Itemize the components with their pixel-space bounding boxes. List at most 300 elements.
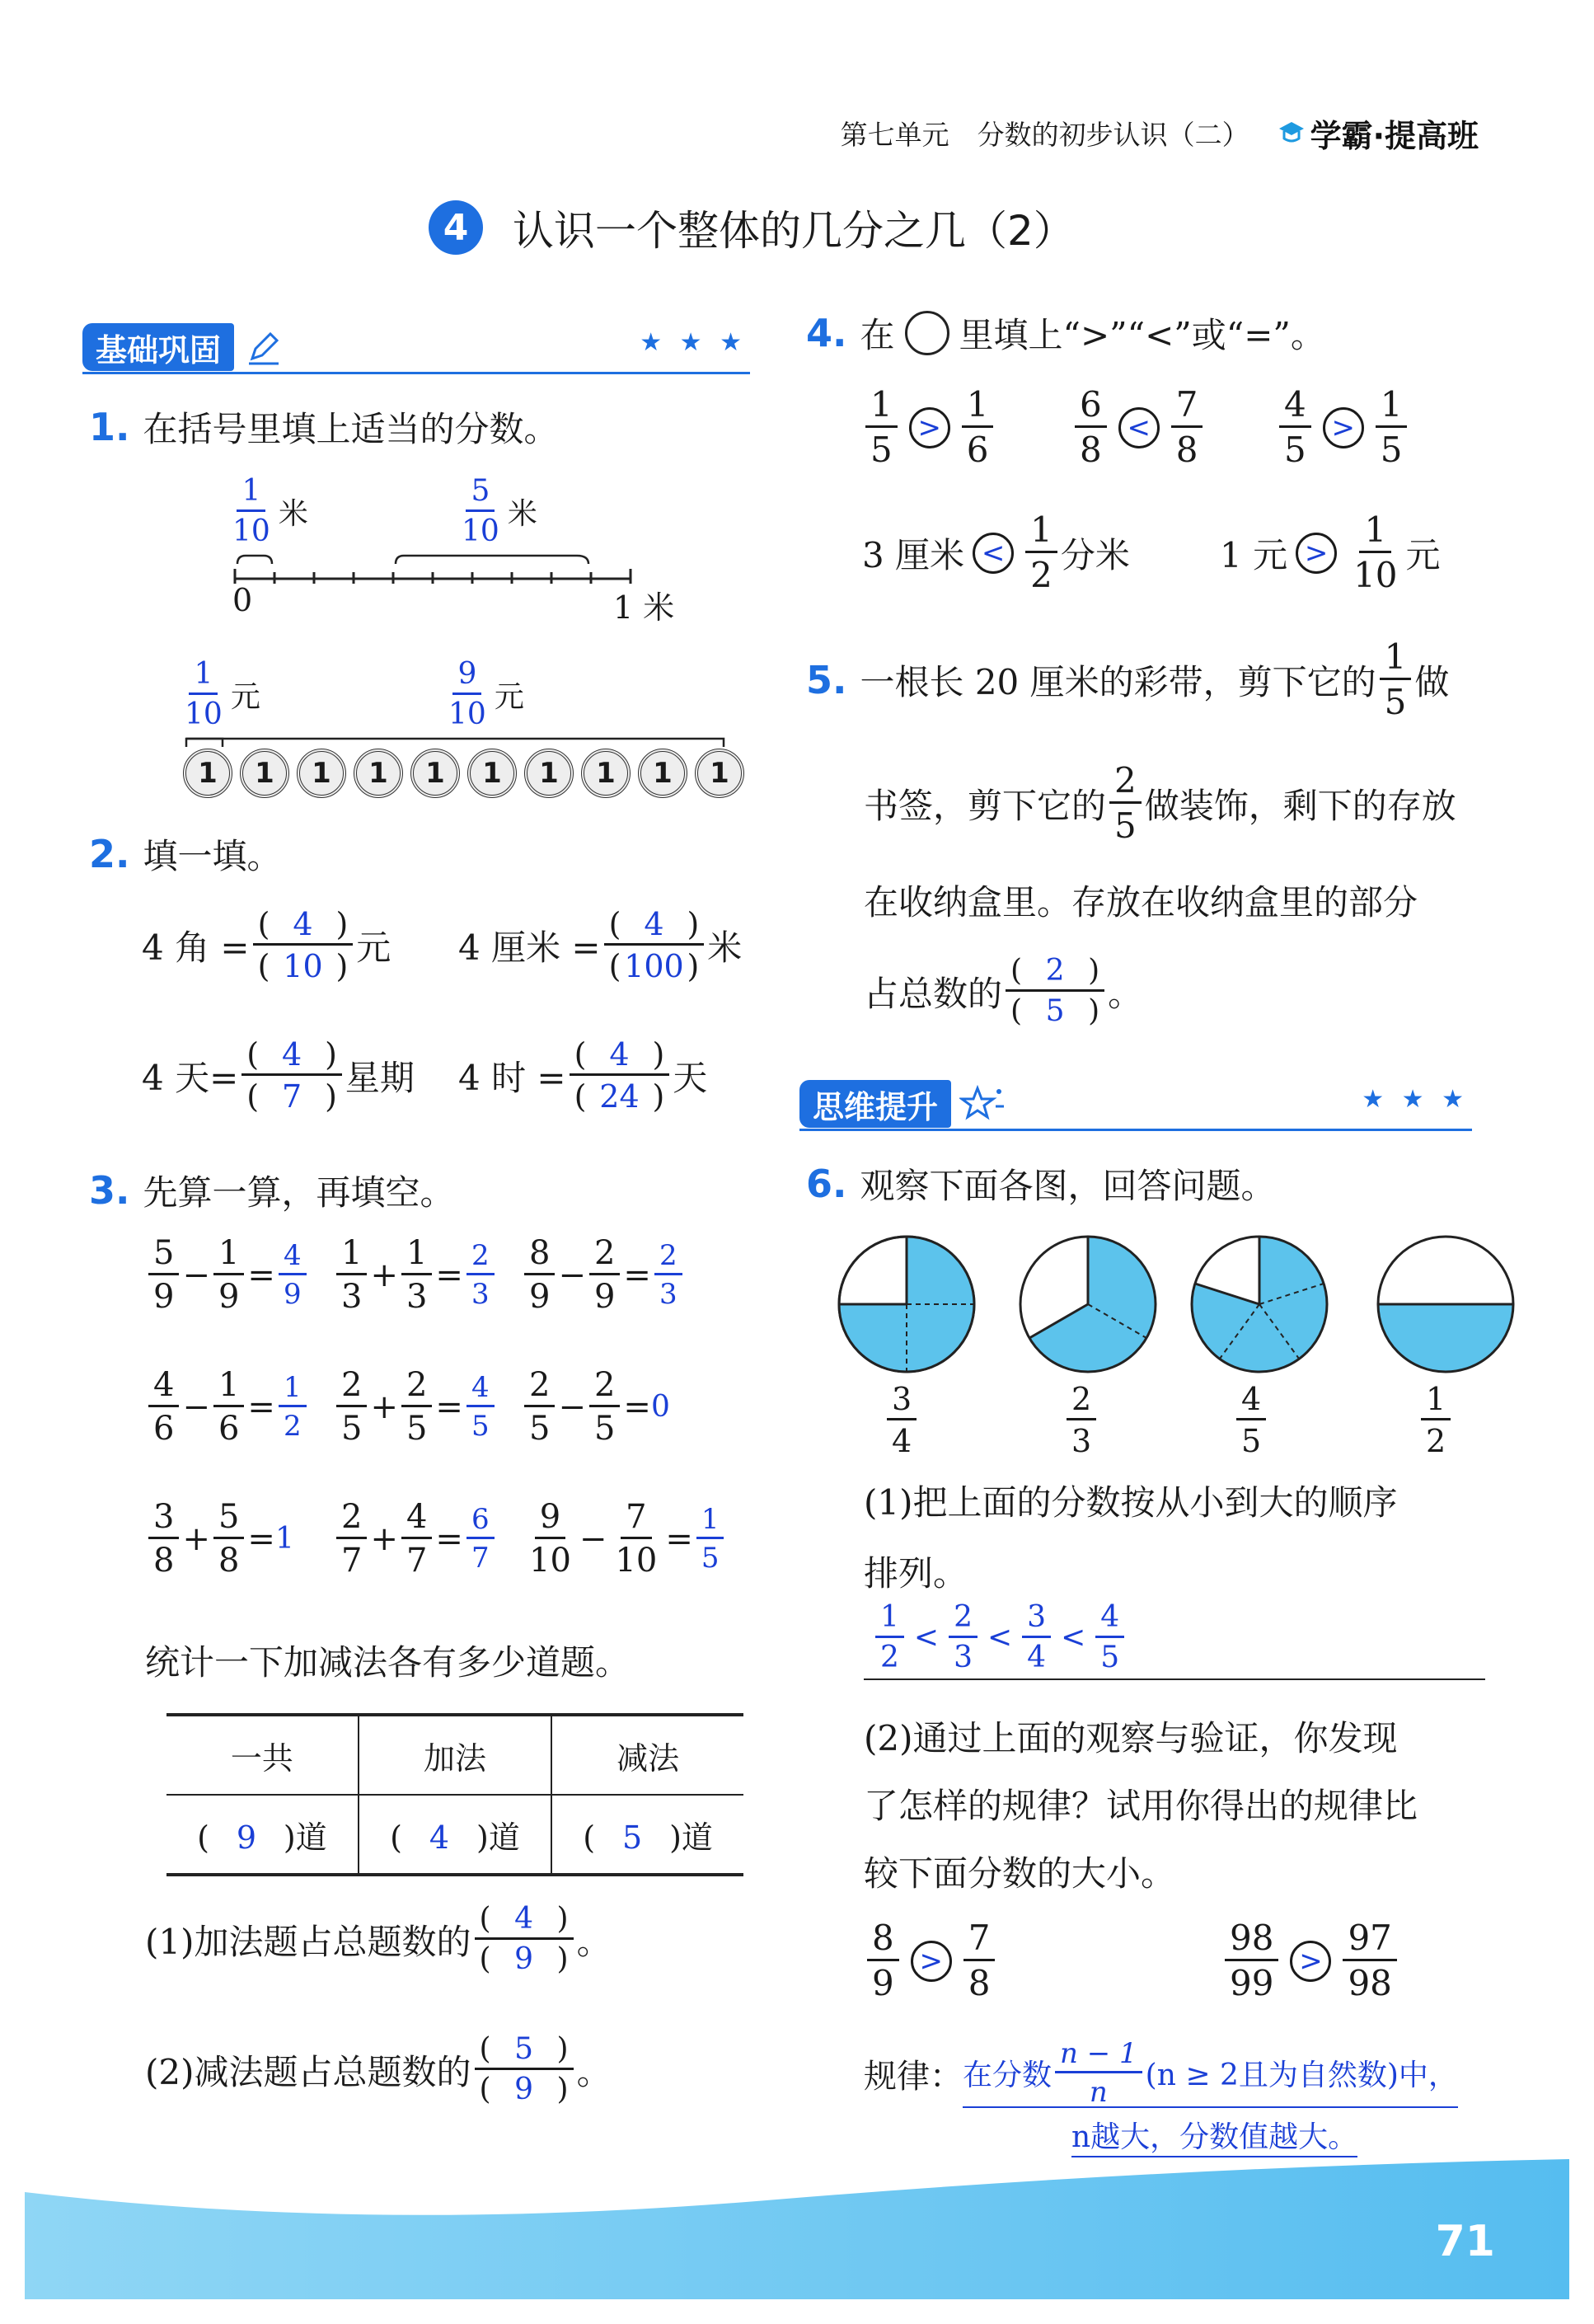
q1-coin-right-label — [440, 657, 524, 731]
less-than: < — [987, 1621, 1013, 1655]
rule-text-a: 在分数 — [963, 2059, 1053, 2092]
equation — [145, 1234, 310, 1316]
coin-icon: 1 — [354, 749, 403, 798]
operator: − — [182, 1387, 210, 1426]
answer-numerator: ( 2 ) — [1006, 956, 1104, 992]
fraction — [148, 1498, 179, 1580]
fraction-numerator: 8 — [867, 1921, 899, 1961]
answer-fraction — [241, 1036, 342, 1115]
fraction-numerator: 7 — [963, 1921, 996, 1961]
fraction-numerator: 6 — [1075, 387, 1107, 428]
lesson-title-text: 认识一个整体的几分之几（2） — [513, 207, 1075, 255]
fraction-denominator: 2 — [1426, 1423, 1446, 1459]
equation — [145, 1366, 310, 1448]
fraction — [949, 1600, 977, 1674]
q6-sub2-line2: 了怎样的规律？试用你得出的规律比 — [864, 1786, 1418, 1826]
answer-denominator: ( 24 ) — [574, 1078, 665, 1115]
fraction — [654, 1239, 682, 1311]
pie-fraction-label — [1418, 1383, 1454, 1457]
q1-coin-right-den: 10 — [448, 697, 486, 731]
fraction — [466, 1503, 495, 1575]
answer-numerator: ( 4 ) — [475, 1904, 574, 1940]
fraction-denominator: 99 — [1230, 1963, 1274, 2003]
q5-text: 做装饰，剩下的存放 — [1144, 785, 1456, 826]
equals-sign: = — [247, 1387, 275, 1426]
fraction — [213, 1498, 244, 1580]
compare-circle: > — [911, 1941, 952, 1982]
equals-sign: = — [623, 1256, 651, 1294]
fraction-denominator: 9 — [529, 1278, 551, 1316]
fraction-denominator: 2 — [880, 1641, 899, 1674]
fraction — [1095, 1600, 1124, 1674]
rule-answer-line2: n越大，分数值越大。 — [1071, 2114, 1357, 2157]
q4-unit: 元 — [1405, 534, 1441, 575]
fraction-denominator: 10 — [529, 1542, 571, 1580]
q1-coin-left-unit: 元 — [230, 680, 260, 714]
fraction-numerator: 1 — [1359, 513, 1391, 553]
answer-fraction — [604, 908, 705, 982]
fraction-numerator: 2 — [401, 1369, 432, 1407]
q3-stat-table — [166, 1713, 743, 1876]
operator: − — [558, 1256, 586, 1294]
fraction-numerator: 7 — [1171, 387, 1203, 428]
fraction-numerator: 1 — [279, 1373, 307, 1407]
fraction-denominator: 9 — [153, 1278, 175, 1316]
fraction-numerator: 1 — [336, 1237, 367, 1275]
rule-text-b: (n ≥ 2且为自然数)中， — [1145, 2059, 1458, 2092]
fraction — [466, 1371, 495, 1443]
table-value-total: 9 — [236, 1819, 256, 1856]
fraction-numerator: 1 — [962, 387, 994, 428]
equation — [333, 1498, 498, 1580]
equation — [333, 1234, 498, 1316]
operator: + — [370, 1519, 398, 1558]
equals-sign: = — [247, 1256, 275, 1294]
fraction — [867, 1918, 899, 2003]
q1-ruler-right-num: 5 — [466, 477, 495, 512]
fraction-numerator: 2 — [1109, 763, 1142, 804]
q4-text-a: 在 — [860, 315, 895, 355]
fraction-denominator: 9 — [593, 1278, 616, 1316]
fraction-denominator: 8 — [218, 1542, 240, 1580]
q1-ruler-diagram — [231, 544, 643, 594]
fraction-numerator: 2 — [336, 1500, 367, 1539]
q5-text: 一根长 20 厘米的彩带，剪下它的 — [860, 661, 1376, 702]
grad-cap-icon — [1278, 119, 1306, 147]
fraction-numerator: 1 — [401, 1237, 432, 1275]
q1-coin-row — [183, 749, 750, 798]
fraction-denominator: 4 — [1027, 1641, 1047, 1674]
fraction-denominator: 9 — [218, 1278, 240, 1316]
table-value-add: 4 — [429, 1819, 450, 1856]
q1-coin-left-num: 1 — [189, 660, 218, 695]
answer-numerator: ( 4 ) — [570, 1039, 670, 1076]
fraction — [1343, 1918, 1396, 2003]
q1-text: 在括号里填上适当的分数。 — [143, 409, 559, 449]
fraction-denominator: 8 — [1080, 430, 1102, 470]
q6-order-answer — [872, 1600, 1128, 1674]
fraction-denominator: 9 — [283, 1278, 302, 1311]
period: 。 — [576, 1921, 612, 1962]
table-header-add: 加法 — [359, 1715, 551, 1795]
q2-unit: 米 — [707, 927, 743, 968]
equation — [145, 1498, 294, 1580]
fraction-denominator: 5 — [701, 1542, 720, 1575]
difficulty-stars: ★ ★ ★ — [1362, 1085, 1469, 1114]
q3-number: 3. — [89, 1168, 130, 1213]
operator: + — [370, 1256, 398, 1294]
fraction-numerator: 1 — [1380, 640, 1412, 680]
fraction-denominator: 10 — [1353, 555, 1398, 595]
coin-icon: 1 — [240, 749, 289, 798]
fraction-numerator: 4 — [1279, 387, 1311, 428]
q3-sub1-text: (1)加法题占总题数的 — [145, 1921, 471, 1962]
fraction-numerator: 2 — [949, 1603, 977, 1638]
fraction-denominator: 5 — [1100, 1641, 1120, 1674]
q2-item-1 — [142, 908, 391, 982]
fraction — [875, 1600, 904, 1674]
chapter-label: 分数的初步认识（二） — [977, 118, 1249, 151]
equation — [521, 1498, 727, 1580]
fraction — [336, 1366, 367, 1448]
fraction-numerator: 1 — [865, 387, 898, 428]
banner-underline — [82, 372, 750, 374]
table-header-sub: 减法 — [551, 1715, 743, 1795]
fraction — [887, 1383, 917, 1457]
fraction — [1075, 384, 1107, 470]
q4-compare-item — [1071, 384, 1206, 470]
fraction — [1067, 1383, 1096, 1457]
rule-frac-num: n − 1 — [1055, 2040, 1142, 2073]
fraction — [865, 384, 898, 470]
answer-denominator: ( 7 ) — [246, 1078, 337, 1115]
fraction-numerator: 1 — [213, 1369, 244, 1407]
q2-item-2 — [458, 908, 742, 982]
fraction-denominator: 3 — [471, 1278, 490, 1311]
footer-wave — [25, 2143, 1569, 2299]
fraction-denominator: 3 — [406, 1278, 428, 1316]
q5-line-1 — [806, 636, 1450, 722]
q2-unit: 星期 — [345, 1057, 415, 1098]
pie-two-thirds — [1020, 1237, 1156, 1372]
fraction — [401, 1234, 432, 1316]
q2-prompt — [89, 829, 282, 879]
q1-ruler-right-unit: 米 — [507, 497, 537, 531]
fraction-denominator: 5 — [1114, 805, 1137, 846]
fraction-denominator: 8 — [153, 1542, 175, 1580]
q6-sub1-line2: 排列。 — [864, 1553, 968, 1594]
fraction — [589, 1234, 620, 1316]
q2-unit: 天 — [673, 1057, 708, 1098]
equals-sign: = — [623, 1387, 651, 1426]
fraction-numerator: 1 — [213, 1237, 244, 1275]
q4-unit: 分米 — [1060, 534, 1130, 575]
fraction — [1022, 1600, 1051, 1674]
answer-numerator: ( 4 ) — [604, 908, 705, 946]
q3-prompt — [89, 1166, 455, 1215]
fraction-denominator: 7 — [471, 1542, 490, 1575]
coin-icon: 1 — [638, 749, 687, 798]
fraction-numerator: 2 — [654, 1242, 682, 1275]
difficulty-stars: ★ ★ ★ — [640, 328, 747, 357]
q1-coin-right-unit: 元 — [494, 680, 524, 714]
fraction-numerator: 1 — [875, 1603, 904, 1638]
fraction-denominator: 5 — [529, 1410, 551, 1448]
fraction-denominator: 5 — [1380, 430, 1403, 470]
fraction — [279, 1239, 307, 1311]
compare-circle: < — [1118, 407, 1160, 448]
coin-icon: 1 — [183, 749, 232, 798]
table-cell-sub: ( 5 )道 — [551, 1795, 743, 1875]
q6-pie-diagrams — [832, 1233, 1525, 1382]
lesson-number-badge: 4 — [429, 200, 483, 255]
fraction — [962, 384, 994, 470]
pie-one-half — [1378, 1237, 1513, 1372]
fraction-denominator: 6 — [966, 430, 989, 470]
q4-compare-item — [1276, 384, 1410, 470]
q1-ruler-left-num: 1 — [237, 477, 265, 512]
table-cell-add: ( 4 )道 — [359, 1795, 551, 1875]
fraction-numerator: 97 — [1343, 1921, 1396, 1961]
answer-fraction — [1006, 956, 1104, 1026]
fraction — [336, 1234, 367, 1316]
fraction-numerator: 2 — [336, 1369, 367, 1407]
fraction — [148, 1366, 179, 1448]
q4-text-b: 里填上“>”“<”或“=”。 — [959, 315, 1325, 355]
fraction-denominator: 3 — [954, 1641, 973, 1674]
operator: + — [182, 1519, 210, 1558]
q6-sub2-line1: (2)通过上面的观察与验证，你发现 — [864, 1718, 1398, 1758]
q6-text: 观察下面各图，回答问题。 — [860, 1166, 1276, 1206]
fraction-denominator: 5 — [870, 430, 893, 470]
fraction-numerator: 2 — [524, 1369, 555, 1407]
coin-icon: 1 — [297, 749, 346, 798]
brand-logo — [1278, 110, 1479, 156]
answer-fraction — [253, 908, 354, 982]
q1-coin-left-label — [176, 657, 260, 731]
fraction-denominator: 2 — [1030, 555, 1053, 595]
fraction-denominator: 3 — [659, 1278, 677, 1311]
table-value-sub: 5 — [621, 1819, 643, 1856]
compare-circle: > — [1296, 533, 1337, 574]
fraction — [1236, 1383, 1266, 1457]
rule-frac-den: n — [1089, 2076, 1108, 2109]
operator: − — [182, 1256, 210, 1294]
fraction-numerator: 1 — [1376, 387, 1408, 428]
fraction-numerator: 9 — [535, 1500, 565, 1539]
fraction — [401, 1366, 432, 1448]
equals-sign: = — [435, 1519, 463, 1558]
equals-sign: = — [247, 1519, 275, 1558]
fraction-denominator: 7 — [406, 1542, 428, 1580]
less-than: < — [913, 1621, 940, 1655]
fraction-denominator: 6 — [218, 1410, 240, 1448]
answer-denominator: ( 9 ) — [479, 2073, 569, 2106]
fraction-denominator: 5 — [471, 1410, 490, 1443]
coin-icon: 1 — [524, 749, 574, 798]
table-cell-total: ( 9 )道 — [166, 1795, 359, 1875]
q1-coin-left-den: 10 — [185, 697, 223, 731]
q1-coin-right-num: 9 — [452, 660, 481, 695]
fraction-denominator: 98 — [1348, 1963, 1392, 2003]
answer-numerator: ( 4 ) — [253, 908, 354, 946]
q2-item-3 — [142, 1036, 415, 1115]
q2-left-text: 4 厘米 = — [458, 927, 601, 968]
fraction — [279, 1371, 307, 1443]
fraction-denominator: 7 — [341, 1542, 363, 1580]
fraction — [466, 1239, 495, 1311]
fraction — [696, 1503, 724, 1575]
compare-circle: < — [973, 533, 1014, 574]
fraction — [336, 1498, 367, 1580]
fraction — [1025, 509, 1057, 595]
section-tag-basic: 基础巩固 — [82, 323, 234, 371]
q5-text: 书签，剪下它的 — [864, 785, 1107, 826]
q4-left-text: 3 厘米 — [862, 534, 965, 575]
fraction-numerator: 6 — [466, 1505, 495, 1539]
fraction-numerator: 3 — [1022, 1603, 1051, 1638]
q6-number: 6. — [806, 1162, 847, 1206]
fraction-denominator: 10 — [615, 1542, 658, 1580]
fraction — [524, 1498, 576, 1580]
q4-number: 4. — [806, 311, 847, 355]
q4-prompt — [806, 308, 1325, 358]
answer-denominator: ( 9 ) — [479, 1942, 569, 1976]
coin-icon: 1 — [581, 749, 631, 798]
q2-item-4 — [458, 1036, 708, 1115]
period: 。 — [576, 2051, 612, 2092]
fraction — [213, 1234, 244, 1316]
equation — [521, 1234, 686, 1316]
q1-ruler-right-den: 10 — [462, 514, 499, 548]
rule-answer-line1 — [963, 2037, 1458, 2109]
section-banner-basic — [82, 323, 750, 371]
q4-item-5 — [1220, 509, 1441, 595]
q4-compare-item — [862, 384, 996, 470]
fraction — [148, 1234, 179, 1316]
fraction-denominator: 5 — [406, 1410, 428, 1448]
section-banner-thinking — [799, 1080, 1472, 1128]
q6-sub2-line3: 较下面分数的大小。 — [864, 1853, 1176, 1894]
fraction-numerator: 4 — [279, 1242, 307, 1275]
pie-fraction-label — [884, 1383, 920, 1457]
table-header-total: 一共 — [166, 1715, 359, 1795]
q5-number: 5. — [806, 657, 847, 702]
fraction-numerator: 2 — [589, 1369, 620, 1407]
equals-sign: = — [435, 1256, 463, 1294]
answer-fraction — [475, 1904, 574, 1974]
coin-icon: 1 — [695, 749, 744, 798]
fraction-denominator: 5 — [1384, 682, 1407, 722]
period: 。 — [1108, 973, 1143, 1014]
fraction-numerator: 2 — [466, 1242, 495, 1275]
answer-integer: 0 — [650, 1390, 670, 1424]
answer-denominator: ( 10 ) — [257, 948, 349, 984]
fraction-numerator: 3 — [887, 1383, 917, 1420]
fraction-numerator: 4 — [1095, 1603, 1124, 1638]
q3-text: 先算一算，再填空。 — [143, 1172, 455, 1213]
operator: − — [579, 1519, 607, 1558]
q6-compare-2 — [1221, 1918, 1400, 2003]
fraction-numerator: 8 — [524, 1237, 555, 1275]
fraction-numerator: 4 — [466, 1373, 495, 1407]
q4-item-4 — [862, 509, 1130, 595]
empty-circle-icon — [905, 311, 949, 355]
q1-ruler-right-label — [453, 474, 537, 548]
fraction-numerator: 2 — [589, 1237, 620, 1275]
q4-left-text: 1 元 — [1220, 534, 1288, 575]
q2-unit: 元 — [356, 927, 391, 968]
q2-left-text: 4 天= — [142, 1057, 239, 1098]
table-unit: 道 — [488, 1819, 520, 1856]
fraction-numerator: 5 — [213, 1500, 244, 1539]
answer-fraction — [475, 2032, 574, 2106]
fraction-numerator: 5 — [148, 1237, 179, 1275]
q6-compare-1 — [864, 1918, 998, 2003]
banner-underline — [799, 1129, 1472, 1131]
fraction-numerator: 2 — [1067, 1383, 1096, 1420]
fraction-denominator: 5 — [1241, 1423, 1262, 1459]
fraction-numerator: 3 — [148, 1500, 179, 1539]
operator: − — [558, 1387, 586, 1426]
operator: + — [370, 1387, 398, 1426]
q5-line-2 — [864, 760, 1456, 846]
answer-numerator: ( 4 ) — [241, 1039, 342, 1076]
table-unit: 道 — [295, 1819, 327, 1856]
fraction-denominator: 2 — [283, 1410, 302, 1443]
fraction — [1380, 636, 1412, 722]
fraction-numerator: 1 — [696, 1505, 724, 1539]
fraction-denominator: 9 — [872, 1963, 894, 2003]
fraction-denominator: 6 — [153, 1410, 175, 1448]
fraction-denominator: 5 — [1284, 430, 1306, 470]
fraction — [1376, 384, 1408, 470]
brand-text: 学霸·提高班 — [1310, 117, 1479, 154]
fraction-denominator: 5 — [341, 1410, 363, 1448]
equation — [521, 1366, 670, 1448]
answer-underline — [864, 1678, 1485, 1680]
fraction-denominator: 8 — [1175, 430, 1198, 470]
less-than: < — [1061, 1621, 1086, 1655]
pie-four-fifths — [1192, 1237, 1327, 1372]
q6-sub1-line1: (1)把上面的分数按从小到大的顺序 — [864, 1482, 1398, 1523]
fraction — [1171, 384, 1203, 470]
fraction — [1348, 509, 1402, 595]
answer-denominator: ( 5 ) — [1010, 994, 1100, 1028]
fraction-numerator: 1 — [1025, 513, 1057, 553]
fraction-numerator: 4 — [1236, 1383, 1266, 1420]
fraction-denominator: 8 — [968, 1963, 991, 2003]
running-header — [841, 112, 1479, 153]
coin-icon: 1 — [410, 749, 460, 798]
q1-ruler-left-label — [224, 474, 308, 548]
fraction — [963, 1918, 996, 2003]
q1-ruler-start: 0 — [232, 582, 253, 618]
q2-number: 2. — [89, 832, 130, 876]
fraction-denominator: 3 — [1071, 1423, 1092, 1459]
equation — [333, 1366, 498, 1448]
q5-line-4 — [864, 956, 1142, 1026]
fraction — [1421, 1383, 1451, 1457]
q2-left-text: 4 角 = — [142, 927, 250, 968]
page-number: 71 — [1435, 2217, 1495, 2266]
fraction-numerator: 98 — [1225, 1921, 1278, 1961]
answer-integer: 1 — [274, 1522, 294, 1556]
answer-fraction — [570, 1036, 670, 1115]
fraction — [1109, 760, 1142, 846]
fraction — [213, 1366, 244, 1448]
q6-rule — [864, 2037, 1458, 2109]
